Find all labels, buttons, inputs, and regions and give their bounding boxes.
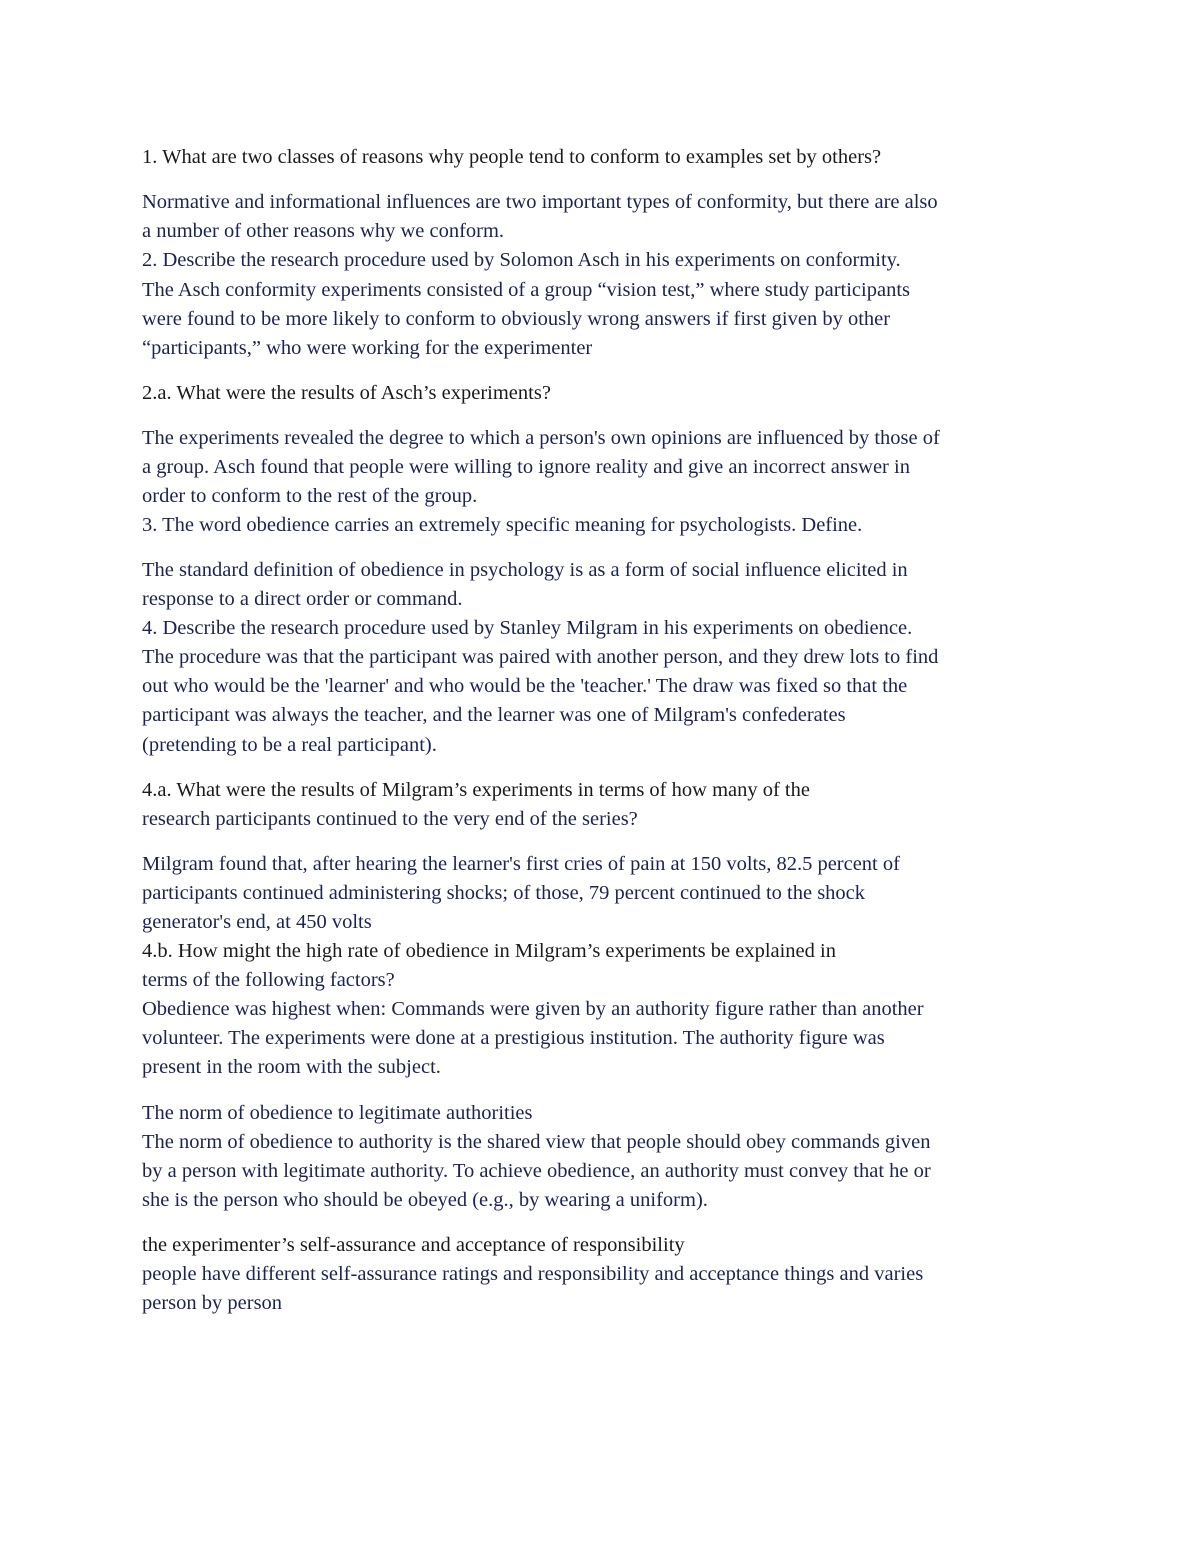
answer-1-line-1: Normative and informational influences are two important types of conformity, but there are also <box>142 191 938 213</box>
answer-3-line-2: response to a direct order or command. <box>142 588 463 610</box>
answer-2-line-1: The Asch conformity experiments consisted of a group “vision test,” where study participants <box>142 279 910 301</box>
answer-4b-line-1: Obedience was highest when: Commands were given by an authority figure rather than another <box>142 998 924 1020</box>
answer-4a-line-3: generator's end, at 450 volts <box>142 911 372 933</box>
answer-4b-line-2: volunteer. The experiments were done at a prestigious institution. The authority figure was <box>142 1027 885 1049</box>
answer-4-line-3: participant was always the teacher, and the learner was one of Milgram's confederates <box>142 704 846 726</box>
factor-2-heading: the experimenter’s self-assurance and acceptance of responsibility <box>142 1234 685 1256</box>
question-4a-line-2: research participants continued to the very end of the series? <box>142 808 638 830</box>
answer-4-line-1: The procedure was that the participant was paired with another person, and they drew lots to find <box>142 646 939 668</box>
answer-3-line-1: The standard definition of obedience in psychology is as a form of social influence elicited in <box>142 559 908 581</box>
question-4a-line-1: 4.a. What were the results of Milgram’s experiments in terms of how many of the <box>142 779 810 801</box>
answer-2-line-3: “participants,” who were working for the experimenter <box>142 337 593 359</box>
answer-4a-line-2: participants continued administering shocks; of those, 79 percent continued to the shock <box>142 882 866 904</box>
question-1: 1. What are two classes of reasons why people tend to conform to examples set by others? <box>142 146 882 168</box>
answer-4a-line-1: Milgram found that, after hearing the learner's first cries of pain at 150 volts, 82.5 percent of <box>142 853 900 875</box>
factor-1-answer-line-1: The norm of obedience to authority is the shared view that people should obey commands given <box>142 1131 931 1153</box>
answer-1-line-2: a number of other reasons why we conform. <box>142 220 505 242</box>
question-3: 3. The word obedience carries an extremely specific meaning for psychologists. Define. <box>142 514 863 536</box>
factor-1-answer-line-2: by a person with legitimate authority. To achieve obedience, an authority must convey that he or <box>142 1160 931 1182</box>
answer-2a-line-1: The experiments revealed the degree to which a person's own opinions are influenced by those of <box>142 427 940 449</box>
answer-4b-line-3: present in the room with the subject. <box>142 1056 441 1078</box>
factor-1-answer-line-3: she is the person who should be obeyed (e.g., by wearing a uniform). <box>142 1189 708 1211</box>
factor-2-answer-line-1: people have different self-assurance ratings and responsibility and acceptance things and varies <box>142 1263 924 1285</box>
answer-4-line-2: out who would be the 'learner' and who would be the 'teacher.' The draw was fixed so that the <box>142 675 908 697</box>
answer-2-line-2: were found to be more likely to conform to obviously wrong answers if first given by other <box>142 308 891 330</box>
question-4b-line-1: 4.b. How might the high rate of obedience in Milgram’s experiments be explained in <box>142 940 836 962</box>
question-4b-line-2: terms of the following factors? <box>142 969 395 991</box>
answer-2a-line-3: order to conform to the rest of the group. <box>142 485 478 507</box>
answer-4-line-4: (pretending to be a real participant). <box>142 734 437 756</box>
question-2a: 2.a. What were the results of Asch’s experiments? <box>142 382 551 404</box>
question-4: 4. Describe the research procedure used by Stanley Milgram in his experiments on obedience. <box>142 617 913 639</box>
factor-1-heading: The norm of obedience to legitimate authorities <box>142 1102 533 1124</box>
answer-2a-line-2: a group. Asch found that people were willing to ignore reality and give an incorrect answer in <box>142 456 910 478</box>
question-2: 2. Describe the research procedure used by Solomon Asch in his experiments on conformity. <box>142 249 901 271</box>
factor-2-answer-line-2: person by person <box>142 1292 283 1314</box>
